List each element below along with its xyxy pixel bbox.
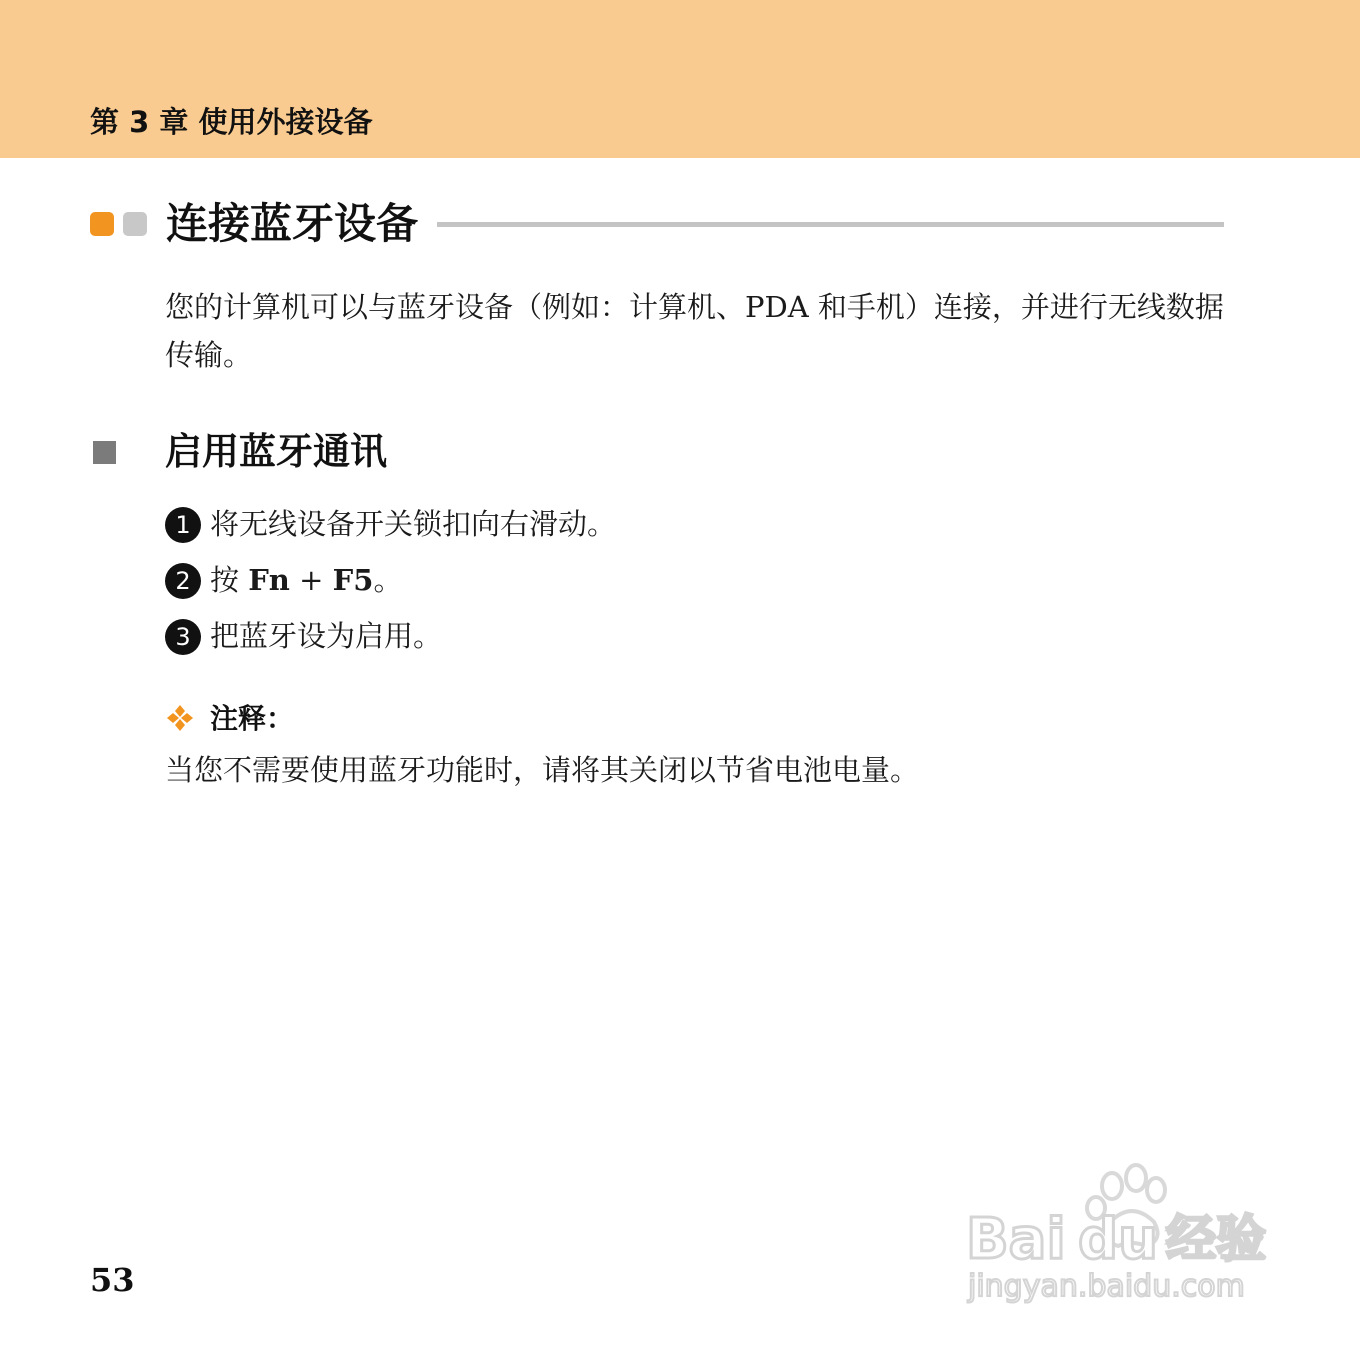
gray-square-bullet-icon (93, 441, 116, 464)
chapter-title: 第 3 章 使用外接设备 (90, 105, 373, 139)
key-fn: Fn (248, 563, 290, 597)
step-1 (165, 502, 1165, 558)
step-number-badge: 1 (165, 507, 201, 543)
step-number-badge: 2 (165, 563, 201, 599)
watermark-brand-cn: 经验 (1166, 1210, 1266, 1268)
watermark-url: jingyan.baidu.com (968, 1269, 1245, 1304)
intro-paragraph: 您的计算机可以与蓝牙设备（例如：计算机、PDA 和手机）连接，并进行无线数据传输。 (165, 290, 1224, 372)
note-label: 注释： (210, 702, 295, 735)
step-text (210, 558, 402, 602)
section-title: 连接蓝牙设备 (166, 199, 419, 248)
baidu-jingyan-watermark (960, 1150, 1280, 1310)
plus-sign: + (289, 563, 333, 597)
step-3 (165, 614, 1165, 670)
orange-square-icon (90, 212, 114, 236)
step-prefix: 把蓝牙设为 (210, 619, 356, 653)
section-heading (90, 196, 1224, 252)
header-band (0, 0, 1360, 158)
note-text: 当您不需要使用蓝牙功能时，请将其关闭以节省电池电量。 (165, 753, 920, 787)
step-prefix: 按 (210, 563, 249, 597)
watermark-brand: Bai (966, 1207, 1066, 1272)
heading-rule (437, 222, 1224, 227)
watermark-brand-tail: du (1078, 1207, 1158, 1272)
steps-list (165, 502, 1165, 670)
note-heading (165, 697, 765, 741)
step-text (210, 614, 442, 658)
subsection-heading (93, 425, 593, 479)
step-suffix: 。 (373, 563, 403, 597)
step-suffix: 。 (413, 619, 443, 653)
step-emphasis: 启用 (355, 619, 414, 653)
diamond-cluster-icon (165, 703, 195, 733)
subsection-title: 启用蓝牙通讯 (165, 430, 387, 473)
page-number: 53 (90, 1261, 135, 1299)
step-2 (165, 558, 1165, 614)
step-number-badge: 3 (165, 619, 201, 655)
step-text: 将无线设备开关锁扣向右滑动。 (210, 507, 617, 541)
gray-square-icon (123, 212, 147, 236)
key-f5: F5 (332, 563, 374, 597)
